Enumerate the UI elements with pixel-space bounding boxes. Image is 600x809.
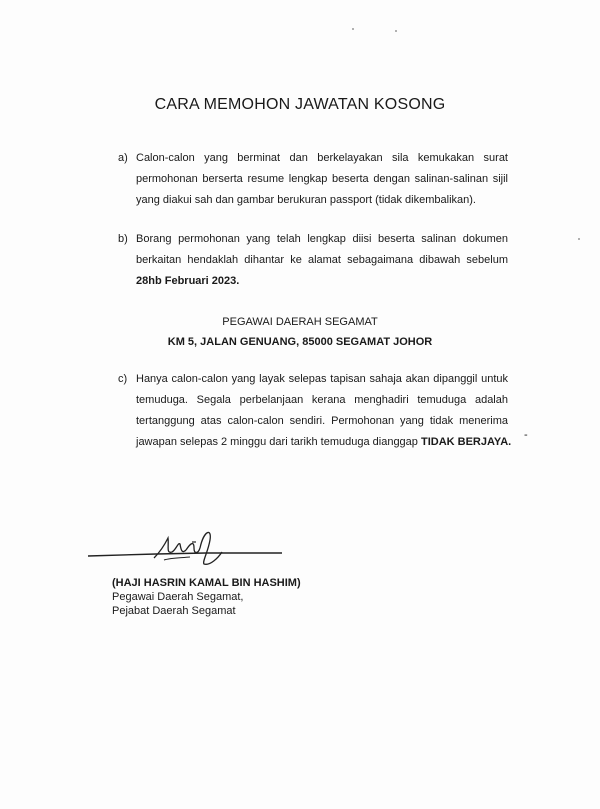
stray-mark: - — [524, 429, 528, 441]
item-line-text: jawapan selepas 2 minggu dari tarikh temuduga dianggap — [136, 436, 421, 448]
item-marker: c) — [118, 373, 128, 385]
list-item-c — [118, 369, 512, 453]
item-marker: b) — [118, 233, 128, 245]
signatory-block — [112, 576, 301, 618]
signatory-name: (HAJI HASRIN KAMAL BIN HASHIM) — [112, 577, 301, 589]
item-line: yang diakui sah dan gambar berukuran passport (tidak dikembalikan). — [136, 194, 476, 206]
item-line: berkaitan hendaklah dihantar ke alamat sebagaimana dibawah sebelum — [136, 254, 508, 266]
signatory-office: Pejabat Daerah Segamat — [112, 605, 236, 617]
scan-speck — [395, 30, 397, 32]
signatory-title: Pegawai Daerah Segamat, — [112, 591, 244, 603]
item-line: Calon-calon yang berminat dan berkelayakan sila kemukakan surat — [136, 152, 508, 164]
address-line-1: PEGAWAI DAERAH SEGAMAT — [222, 316, 378, 328]
item-line: permohonan berserta resume lengkap beserta dengan salinan-salinan sijil — [136, 173, 508, 185]
item-line: tertanggung atas calon-calon sendiri. Permohonan yang tidak menerima — [136, 415, 508, 427]
list-item-b — [118, 229, 508, 292]
item-body — [136, 229, 508, 292]
item-line: temuduga. Segala perbelanjaan kerana menghadiri temuduga adalah — [136, 394, 508, 406]
item-line-final — [136, 432, 512, 453]
item-body — [136, 148, 508, 211]
item-line: Hanya calon-calon yang layak selepas tapisan sahaja akan dipanggil untuk — [136, 373, 508, 385]
signature-image — [86, 520, 286, 576]
list-item-a — [118, 148, 508, 211]
scan-speck — [578, 238, 580, 240]
scan-speck — [352, 28, 354, 30]
status-emphasis: TIDAK BERJAYA. — [420, 436, 512, 448]
deadline-date: 28hb Februari 2023. — [136, 275, 240, 287]
address-line-2: KM 5, JALAN GENUANG, 85000 SEGAMAT JOHOR — [167, 336, 433, 348]
document-title: CARA MEMOHON JAWATAN KOSONG — [154, 96, 446, 113]
item-line: Borang permohonan yang telah lengkap diisi beserta salinan dokumen — [136, 233, 508, 245]
item-body — [136, 369, 512, 453]
item-marker: a) — [118, 152, 128, 164]
